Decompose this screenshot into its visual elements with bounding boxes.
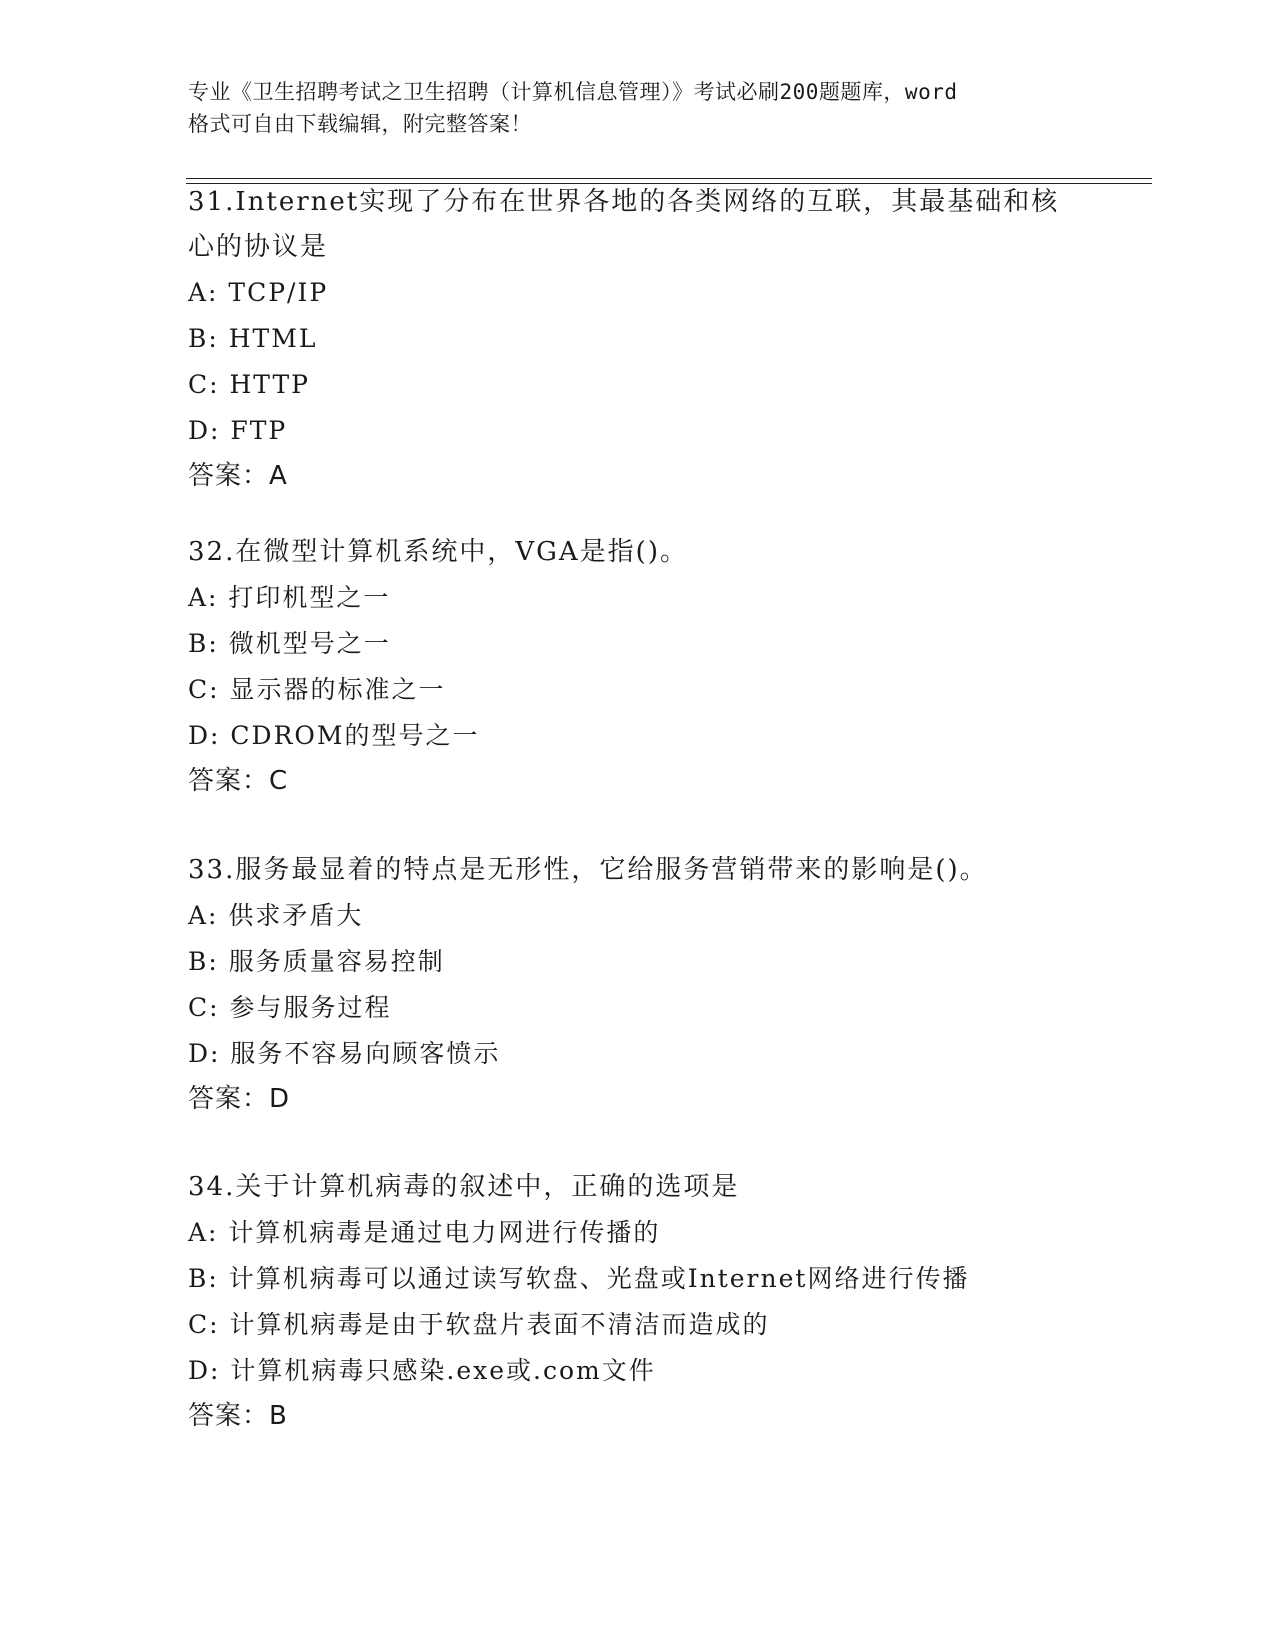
- header-line-2: 格式可自由下载编辑，附完整答案！: [188, 112, 532, 136]
- option-b: B: HTML: [188, 324, 318, 353]
- question-stem-continued: 心的协议是: [188, 232, 329, 262]
- option-b: B: 服务质量容易控制: [188, 947, 445, 976]
- answer-label: 答案：D: [188, 1084, 291, 1114]
- header-divider-top: [186, 178, 1152, 179]
- option-b: B: 微机型号之一: [188, 629, 391, 658]
- option-b: B: 计算机病毒可以通过读写软盘、光盘或Internet网络进行传播: [188, 1264, 970, 1293]
- answer-label: 答案：A: [188, 461, 288, 491]
- question-33: [188, 848, 1088, 1121]
- option-c: C: 计算机病毒是由于软盘片表面不清洁而造成的: [188, 1310, 770, 1339]
- option-d: D: FTP: [188, 416, 288, 445]
- question-31: [188, 180, 1088, 498]
- question-stem: 33.服务最显着的特点是无形性，它给服务营销带来的影响是()。: [188, 855, 988, 885]
- question-stem: 32.在微型计算机系统中，VGA是指()。: [188, 537, 688, 567]
- answer-label: 答案：C: [188, 766, 289, 796]
- header-line-1: 专业《卫生招聘考试之卫生招聘（计算机信息管理）》考试必刷200题题库，word: [188, 80, 958, 104]
- option-a: A: 打印机型之一: [188, 583, 391, 612]
- option-d: D: 服务不容易向顾客愤示: [188, 1039, 501, 1068]
- question-stem: 31.Internet实现了分布在世界各地的各类网络的互联，其最基础和核: [188, 187, 1060, 217]
- option-d: D: CDROM的型号之一: [188, 721, 480, 750]
- option-a: A: 计算机病毒是通过电力网进行传播的: [188, 1218, 661, 1247]
- question-stem: 34.关于计算机病毒的叙述中，正确的选项是: [188, 1172, 740, 1202]
- question-32: [188, 530, 1088, 803]
- document-header: [188, 76, 1088, 140]
- option-d: D: 计算机病毒只感染.exe或.com文件: [188, 1356, 656, 1385]
- answer-label: 答案：B: [188, 1401, 288, 1431]
- option-c: C: HTTP: [188, 370, 310, 399]
- option-a: A: TCP/IP: [188, 278, 329, 307]
- option-a: A: 供求矛盾大: [188, 901, 364, 930]
- option-c: C: 参与服务过程: [188, 993, 392, 1022]
- option-c: C: 显示器的标准之一: [188, 675, 446, 704]
- question-34: [188, 1165, 1088, 1438]
